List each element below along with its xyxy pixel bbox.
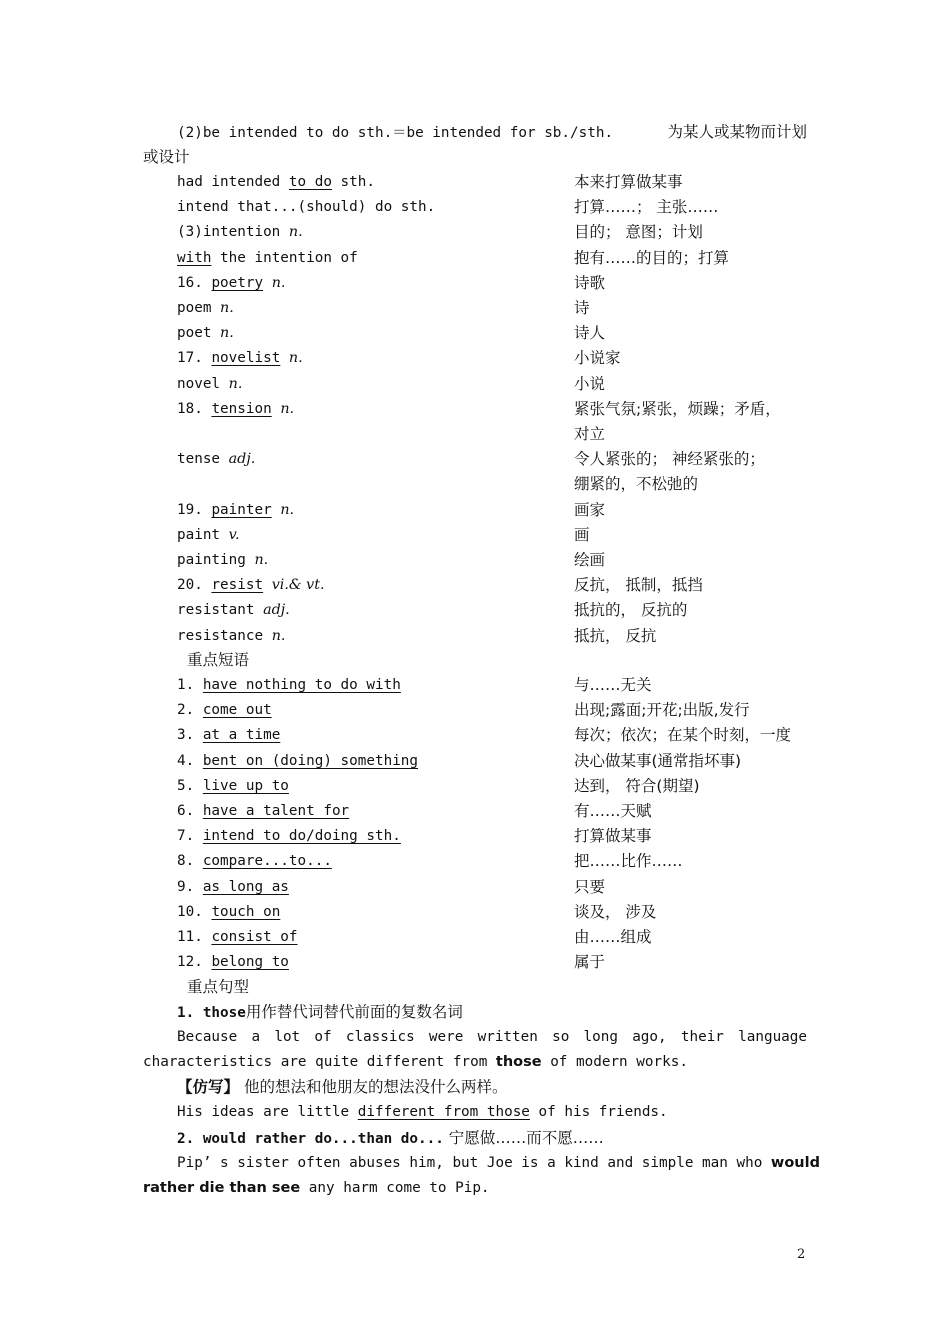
vocab-term: resistance n. bbox=[177, 627, 286, 644]
vocab-meaning: 抵抗的， 反抗的 bbox=[574, 601, 688, 620]
phrase-meaning: 每次；依次；在某个时刻，一度 bbox=[574, 726, 792, 745]
phrase-meaning: 达到， 符合(期望) bbox=[574, 776, 700, 795]
vocab-term: (3)intention n. bbox=[177, 224, 303, 241]
intro-line-1 bbox=[177, 120, 807, 145]
phrase-en: 6. have a talent for bbox=[177, 803, 350, 819]
phrase-en: 3. at a time bbox=[177, 727, 281, 744]
vocab-row bbox=[177, 170, 807, 195]
phrase-row bbox=[177, 900, 807, 925]
phrase-meaning: 谈及， 涉及 bbox=[574, 902, 657, 921]
phrase-en: 2. come out bbox=[177, 702, 272, 719]
phrase-en: 12. belong to bbox=[177, 954, 289, 971]
vocab-meaning: 诗 bbox=[574, 299, 590, 317]
vocab-meaning: 诗人 bbox=[574, 324, 606, 343]
vocab-meaning: 抵抗， 反抗 bbox=[574, 626, 657, 645]
pattern-2-example-line-1: Pip’ s sister often abuses him, but Joe is a kind and simple man who would bbox=[177, 1155, 820, 1171]
vocab-row bbox=[177, 624, 807, 649]
vocab-row bbox=[177, 220, 807, 245]
imitation-prompt: 【仿写】 他的想法和他朋友的想法没什么两样。 bbox=[177, 1078, 508, 1096]
vocab-meaning: 抱有……的目的；打算 bbox=[574, 248, 730, 267]
vocab-term: intend that...(should) do sth. bbox=[177, 199, 436, 216]
intro-en: (2)be intended to do sth.＝be intended for sb./sth. bbox=[177, 125, 614, 141]
vocab-row bbox=[177, 195, 807, 220]
intro-line-2 bbox=[143, 145, 807, 170]
vocab-term: 16. poetry n. bbox=[177, 274, 286, 291]
vocab-meaning: 绷紧的，不松弛的 bbox=[574, 475, 699, 494]
vocab-row bbox=[177, 548, 807, 573]
phrase-row bbox=[177, 749, 807, 774]
phrase-row bbox=[177, 875, 807, 900]
phrase-row bbox=[177, 799, 807, 824]
intro-zh: 为某人或某物而计划 bbox=[667, 123, 807, 141]
vocab-term: resistant adj. bbox=[177, 602, 290, 619]
vocab-row bbox=[177, 397, 807, 422]
phrase-en: 1. have nothing to do with bbox=[177, 677, 401, 693]
vocab-meaning: 画家 bbox=[574, 500, 606, 519]
vocab-meaning: 打算……； 主张…… bbox=[574, 198, 719, 217]
phrase-en: 5. live up to bbox=[177, 777, 289, 794]
pattern-1-title: 1. those用作替代词替代前面的复数名词 bbox=[177, 1003, 463, 1021]
phrase-row bbox=[177, 925, 807, 950]
imitation-answer: His ideas are little different from those of his friends. bbox=[177, 1104, 668, 1120]
vocab-row bbox=[177, 472, 807, 497]
page-number: 2 bbox=[797, 1247, 806, 1262]
vocab-meaning: 小说 bbox=[574, 374, 606, 393]
phrase-en: 7. intend to do/doing sth. bbox=[177, 828, 401, 845]
pattern-1-example-line-2: characteristics are quite different from those of modern works. bbox=[143, 1054, 688, 1070]
phrase-row bbox=[177, 849, 807, 874]
vocab-meaning: 反抗， 抵制，抵挡 bbox=[574, 576, 703, 595]
vocab-term: 19. painter n. bbox=[177, 501, 295, 518]
sentences-heading: 重点句型 bbox=[187, 978, 250, 996]
phrase-row bbox=[177, 824, 807, 849]
pattern-2-title: 2. would rather do...than do... 宁愿做……而不愿…… bbox=[177, 1129, 604, 1147]
phrase-en: 9. as long as bbox=[177, 878, 289, 895]
vocab-term: had intended to do sth. bbox=[177, 174, 375, 190]
vocab-row bbox=[177, 321, 807, 346]
vocab-meaning: 本来打算做某事 bbox=[574, 173, 683, 191]
vocab-term: painting n. bbox=[177, 552, 269, 568]
phrase-row bbox=[177, 774, 807, 799]
vocab-term: with the intention of bbox=[177, 249, 358, 266]
vocab-meaning: 紧张气氛;紧张，烦躁；矛盾， bbox=[574, 399, 781, 418]
phrase-row bbox=[177, 698, 807, 723]
vocab-row bbox=[177, 372, 807, 397]
phrase-meaning: 出现;露面;开花;出版,发行 bbox=[574, 701, 750, 720]
vocab-row bbox=[177, 271, 807, 296]
intro-zh-cont: 或设计 bbox=[143, 148, 190, 166]
vocab-row bbox=[177, 573, 807, 598]
phrase-meaning: 只要 bbox=[574, 877, 606, 896]
phrase-meaning: 属于 bbox=[574, 953, 606, 972]
pattern-2-example-line-2: rather die than see any harm come to Pip. bbox=[143, 1180, 490, 1196]
phrase-meaning: 有……天赋 bbox=[574, 802, 652, 820]
vocab-row bbox=[177, 246, 807, 271]
vocab-term: tense adj. bbox=[177, 451, 256, 468]
vocab-term: poem n. bbox=[177, 300, 234, 316]
phrase-en: 8. compare...to... bbox=[177, 853, 332, 870]
phrase-row bbox=[177, 673, 807, 698]
phrase-row bbox=[177, 723, 807, 748]
pattern-1-example-line-1: Because a lot of classics were written so long ago, their language bbox=[177, 1029, 807, 1045]
phrase-en: 4. bent on (doing) something bbox=[177, 752, 419, 769]
vocab-meaning: 画 bbox=[574, 525, 590, 544]
vocab-meaning: 小说家 bbox=[574, 349, 621, 368]
vocab-meaning: 令人紧张的； 神经紧张的； bbox=[574, 450, 765, 469]
vocab-term: 20. resist vi.& vt. bbox=[177, 577, 325, 594]
phrase-en: 10. touch on bbox=[177, 903, 281, 920]
vocab-meaning: 目的； 意图；计划 bbox=[574, 223, 703, 242]
vocab-row bbox=[177, 346, 807, 371]
vocab-term: novel n. bbox=[177, 375, 243, 392]
vocab-term: 17. novelist n. bbox=[177, 350, 303, 367]
phrase-meaning: 与……无关 bbox=[574, 676, 652, 694]
vocab-term: paint v. bbox=[177, 526, 240, 543]
vocab-row bbox=[177, 498, 807, 523]
phrase-en: 11. consist of bbox=[177, 929, 298, 945]
vocab-row bbox=[177, 422, 807, 447]
phrase-row bbox=[177, 950, 807, 975]
vocab-meaning: 绘画 bbox=[574, 551, 606, 569]
vocab-term: 18. tension n. bbox=[177, 400, 295, 417]
vocab-row bbox=[177, 523, 807, 548]
vocab-row bbox=[177, 296, 807, 321]
vocab-meaning: 诗歌 bbox=[574, 273, 606, 292]
vocab-meaning: 对立 bbox=[574, 425, 606, 443]
phrases-heading: 重点短语 bbox=[187, 651, 250, 669]
phrase-meaning: 决心做某事(通常指坏事) bbox=[574, 751, 742, 770]
vocab-term: poet n. bbox=[177, 325, 234, 342]
vocab-row bbox=[177, 447, 807, 472]
phrase-meaning: 把……比作…… bbox=[574, 852, 683, 871]
phrase-meaning: 由……组成 bbox=[574, 928, 652, 946]
vocab-row bbox=[177, 598, 807, 623]
phrase-meaning: 打算做某事 bbox=[574, 827, 652, 846]
